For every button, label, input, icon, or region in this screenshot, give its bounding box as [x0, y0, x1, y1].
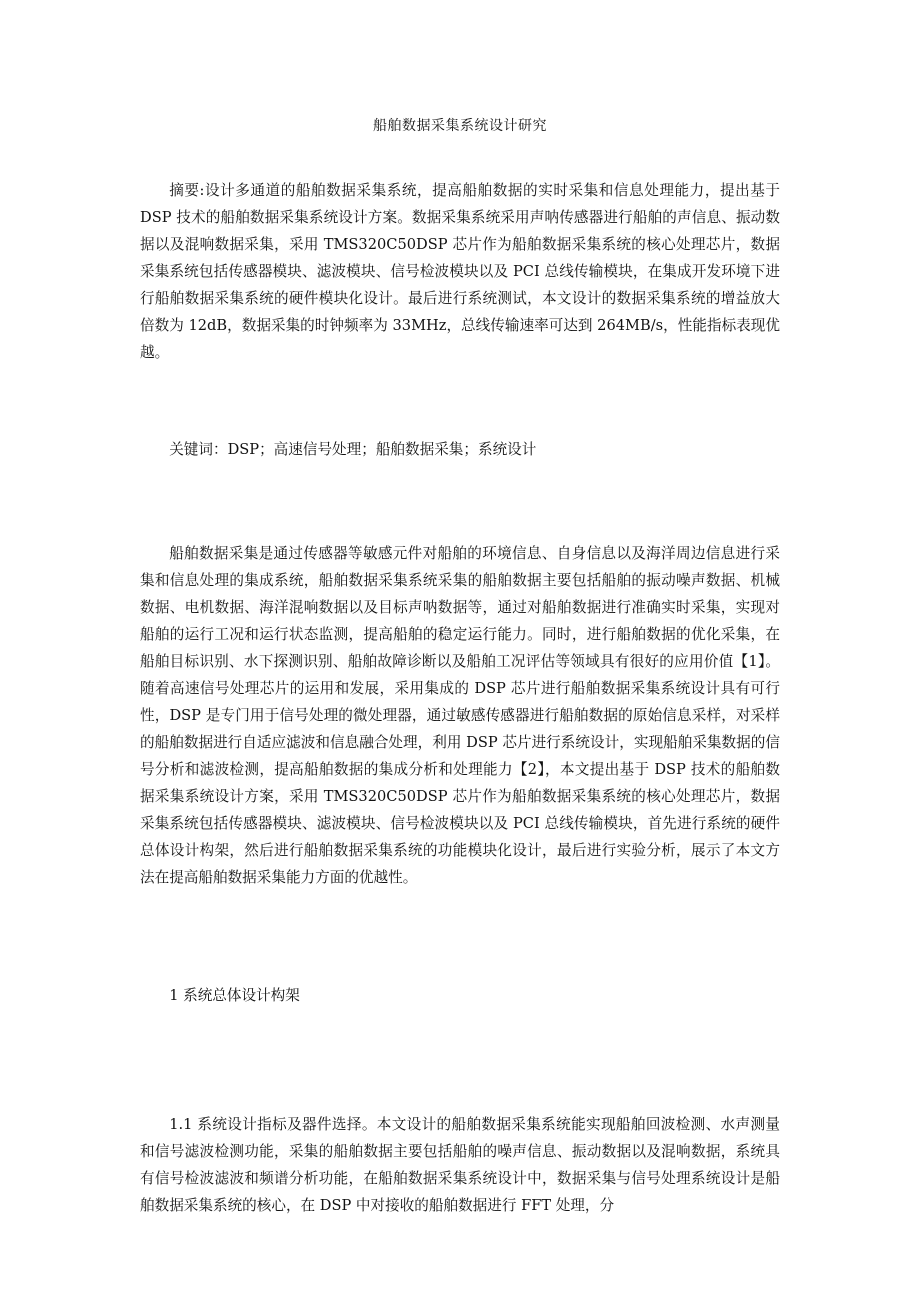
document-title: 船舶数据采集系统设计研究	[373, 118, 547, 134]
section-1-1-paragraph: 1.1 系统设计指标及器件选择。本文设计的船舶数据采集系统能实现船舶回波检测、水声测量和信号滤波检测功能，采集的船舶数据主要包括船舶的噪声信息、振动数据以及混响数据，系统具有信号检波滤波和频谱分析功能，在船舶数据采集系统设计中，数据采集与信号处理系统设计是船舶数据采集系统的核心，在 DSP 中对接收的船舶数据进行 FFT 处理，分	[140, 1116, 780, 1214]
section-heading: 1 系统总体设计构架	[169, 987, 300, 1004]
abstract-paragraph: 摘要:设计多通道的船舶数据采集系统，提高船舶数据的实时采集和信息处理能力，提出基于 DSP 技术的船舶数据采集系统设计方案。数据采集系统采用声呐传感器进行船舶的声信息、振动数据以及混响数据采集，采用 TMS320C50DSP 芯片作为船舶数据采集系统的核心处理芯片，数据采集系统包括传感器模块、滤波模块、信号检波模块以及 PCI 总线传输模块，在集成开发环境下进行船舶数据采集系统的硬件模块化设计。最后进行系统测试，本文设计的数据采集系统的增益放大倍数为 12dB，数据采集的时钟频率为 33MHz，总线传输速率可达到 264MB/s，性能指标表现优越。	[140, 182, 780, 361]
keywords-paragraph: 关键词：DSP；高速信号处理；船舶数据采集；系统设计	[169, 441, 537, 458]
introduction-paragraph: 船舶数据采集是通过传感器等敏感元件对船舶的环境信息、自身信息以及海洋周边信息进行采集和信息处理的集成系统，船舶数据采集系统采集的船舶数据主要包括船舶的振动噪声数据、机械数据、电机数据、海洋混响数据以及目标声呐数据等，通过对船舶数据进行准确实时采集，实现对船舶的运行工况和运行状态监测，提高船舶的稳定运行能力。同时，进行船舶数据的优化采集，在船舶目标识别、水下探测识别、船舶故障诊断以及船舶工况评估等领域具有很好的应用价值【1】。随着高速信号处理芯片的运用和发展，采用集成的 DSP 芯片进行船舶数据采集系统设计具有可行性，DSP 是专门用于信号处理的微处理器，通过敏感传感器进行船舶数据的原始信息采样，对采样的船舶数据进行自适应滤波和信息融合处理，利用 DSP 芯片进行系统设计，实现船舶采集数据的信号分析和滤波检测，提高船舶数据的集成分析和处理能力【2】，本文提出基于 DSP 技术的船舶数据采集系统设计方案，采用 TMS320C50DSP 芯片作为船舶数据采集系统的核心处理芯片，数据采集系统包括传感器模块、滤波模块、信号检波模块以及 PCI 总线传输模块，首先进行系统的硬件总体设计构架，然后进行船舶数据采集系统的功能模块化设计，最后进行实验分析，展示了本文方法在提高船舶数据采集能力方面的优越性。	[140, 545, 780, 886]
